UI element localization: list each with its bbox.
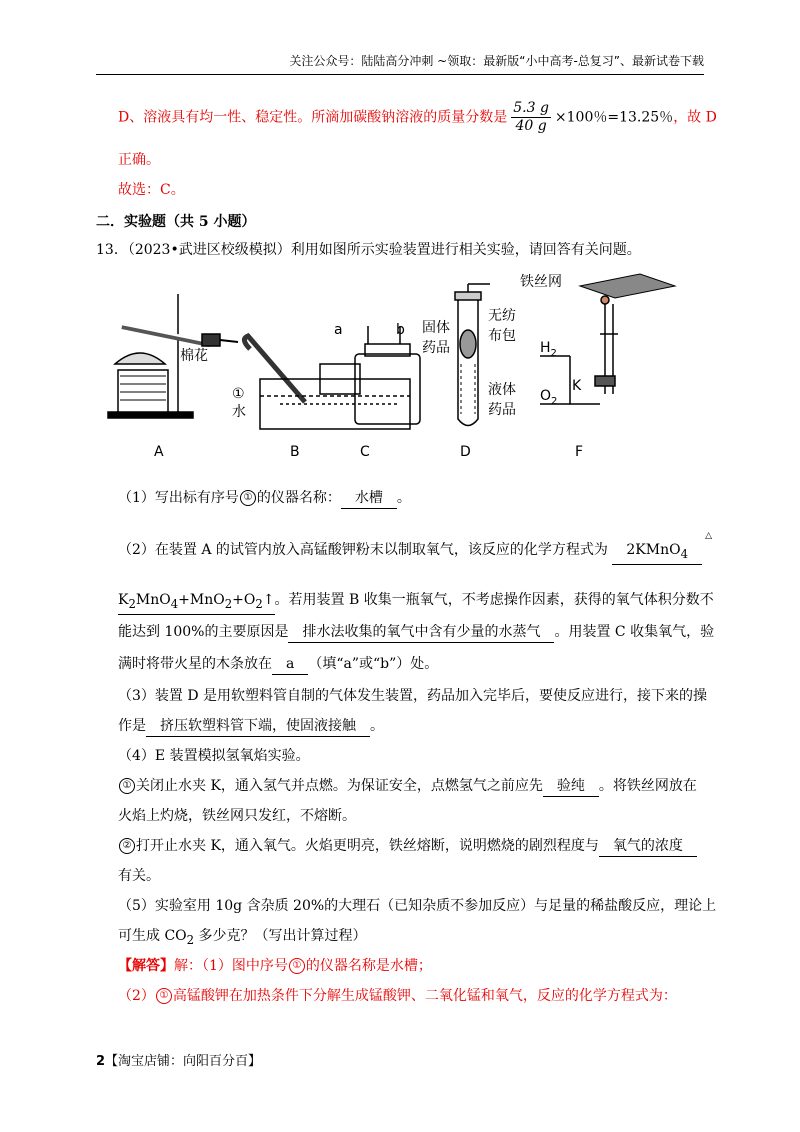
q13-part4-step1-line2: 火焰上灼烧，铁丝网只发红，不熔断。: [118, 808, 356, 824]
label-a: a: [334, 322, 343, 338]
answer-blank-3: a: [272, 654, 308, 675]
label-mianhua: 棉花: [180, 348, 208, 364]
q13-part2-line4: 满时将带火星的木条放在 a （填“a”或“b”）处。: [118, 654, 438, 675]
q13-part2-line1: （2）在装置 A 的试管内放入高锰酸钾粉末以制取氧气，该反应的化学方程式为 2KMnO$_4$ △: [118, 540, 702, 565]
answer-blank-equation: 2KMnO$_4$ △: [612, 540, 702, 565]
section-title: 二．实验题（共 5 小题）: [96, 214, 256, 230]
page-number: 2: [96, 1054, 106, 1069]
apparatus-figure: [100, 264, 700, 464]
label-B: B: [290, 444, 300, 460]
label-yeti: 液体: [488, 382, 516, 398]
answer-blank-5: 验纯: [543, 776, 599, 797]
q13-part2-line3: 能达到 100%的主要原因是 排水法收集的氧气中含有少量的水蒸气 。用装置 C 收集氧气，验: [118, 622, 714, 643]
q13-part4-step2-line2: 有关。: [118, 868, 160, 884]
label-yaopin: 药品: [422, 340, 450, 356]
answer-line2: （2） ① 高锰酸钾在加热条件下分解生成锰酸钾、二氧化锰和氧气，反应的化学方程式为：: [118, 988, 677, 1004]
label-o2: $O_2$: [540, 388, 558, 407]
option-d-prefix: D、溶液具有均一性、稳定性。所滴加碳酸钠溶液的质量分数是: [118, 109, 508, 126]
answer-line1: 【解答】解：（1）图中序号 ① 的仪器名称是水槽；: [118, 958, 432, 974]
q13-part1: （1）写出标有序号 ① 的仪器名称： 水槽 。: [118, 488, 411, 509]
label-bubao: 布包: [488, 328, 516, 344]
label-b: b: [396, 322, 405, 338]
q13-part4-title: （4）E 装置模拟氢氧焰实验。: [118, 748, 310, 764]
fraction: [511, 100, 551, 135]
label-tiesiwang: 铁丝网: [520, 274, 562, 290]
label-circle1: ①: [232, 386, 245, 402]
label-guti: 固体: [422, 320, 450, 336]
label-yaopin2: 药品: [488, 402, 516, 418]
label-C: C: [360, 444, 370, 460]
label-F: F: [575, 444, 584, 460]
q13-part5-line2: 可生成 $CO_2$ 多少克？（写出计算过程）: [118, 928, 367, 947]
answer-equation-products: $K_2MnO_4+MnO_2+O_2↑$: [118, 590, 275, 615]
label-k: K: [572, 378, 582, 394]
q13-part3-line2: 作是 挤压软塑料管下端，使固液接触 。: [118, 716, 384, 737]
label-A: A: [154, 444, 164, 460]
page-header: 关注公众号：陆陆高分冲刺 ~领取：最新版“小中高考-总复习”、最新试卷下载: [96, 52, 704, 75]
answer-blank-4: 挤压软塑料管下端，使固液接触: [146, 716, 370, 737]
option-d-mult: ×100％=13.25％: [554, 109, 674, 126]
q13-part5-line1: （5）实验室用 10g 含杂质 20%的大理石（已知杂质不参加反应）与足量的稀盐酸反应，理论上: [118, 898, 717, 914]
question-stem: 13．（2023•武进区校级模拟）利用如图所示实验装置进行相关实验，请回答有关问题。: [96, 242, 641, 258]
choice-answer: 故选：C。: [118, 182, 185, 198]
option-d-line2: 正确。: [118, 152, 160, 168]
option-d-line: [118, 100, 717, 135]
q13-part3-line1: （3）装置 D 是用软塑料管自制的气体发生装置，药品加入完毕后，要使反应进行，接下来的操: [118, 688, 708, 704]
answer-blank-6: 氧气的浓度: [599, 836, 697, 857]
option-d-suffix: ，故 D: [673, 109, 717, 126]
label-shui: 水: [232, 404, 246, 420]
label-D: D: [460, 444, 471, 460]
answer-blank-2: 排水法收集的氧气中含有少量的水蒸气: [288, 622, 554, 643]
fraction-numerator: 5.3 g: [513, 100, 549, 116]
answer-blank-1: 水槽: [341, 488, 397, 509]
page-footer: [96, 1050, 261, 1069]
label-wufang: 无纺: [488, 308, 516, 324]
shop-text: 【淘宝店铺：向阳百分百】: [105, 1054, 262, 1069]
q13-part4-step2: ② 打开止水夹 K，通入氧气。火焰更明亮，铁丝熔断，说明燃烧的剧烈程度与 氧气的浓度: [118, 836, 697, 857]
q13-part2-line2: $K_2MnO_4+MnO_2+O_2↑$。若用装置 B 收集一瓶氧气，不考虑操作因素，获得的氧气体积分数不: [118, 590, 714, 615]
label-h2: $H_2$: [540, 340, 557, 359]
fraction-denominator: 40 g: [515, 118, 547, 134]
q13-part4-step1: ① 关闭止水夹 K，通入氢气并点燃。为保证安全，点燃氢气之前应先 验纯 。将铁丝网放在: [118, 776, 697, 797]
